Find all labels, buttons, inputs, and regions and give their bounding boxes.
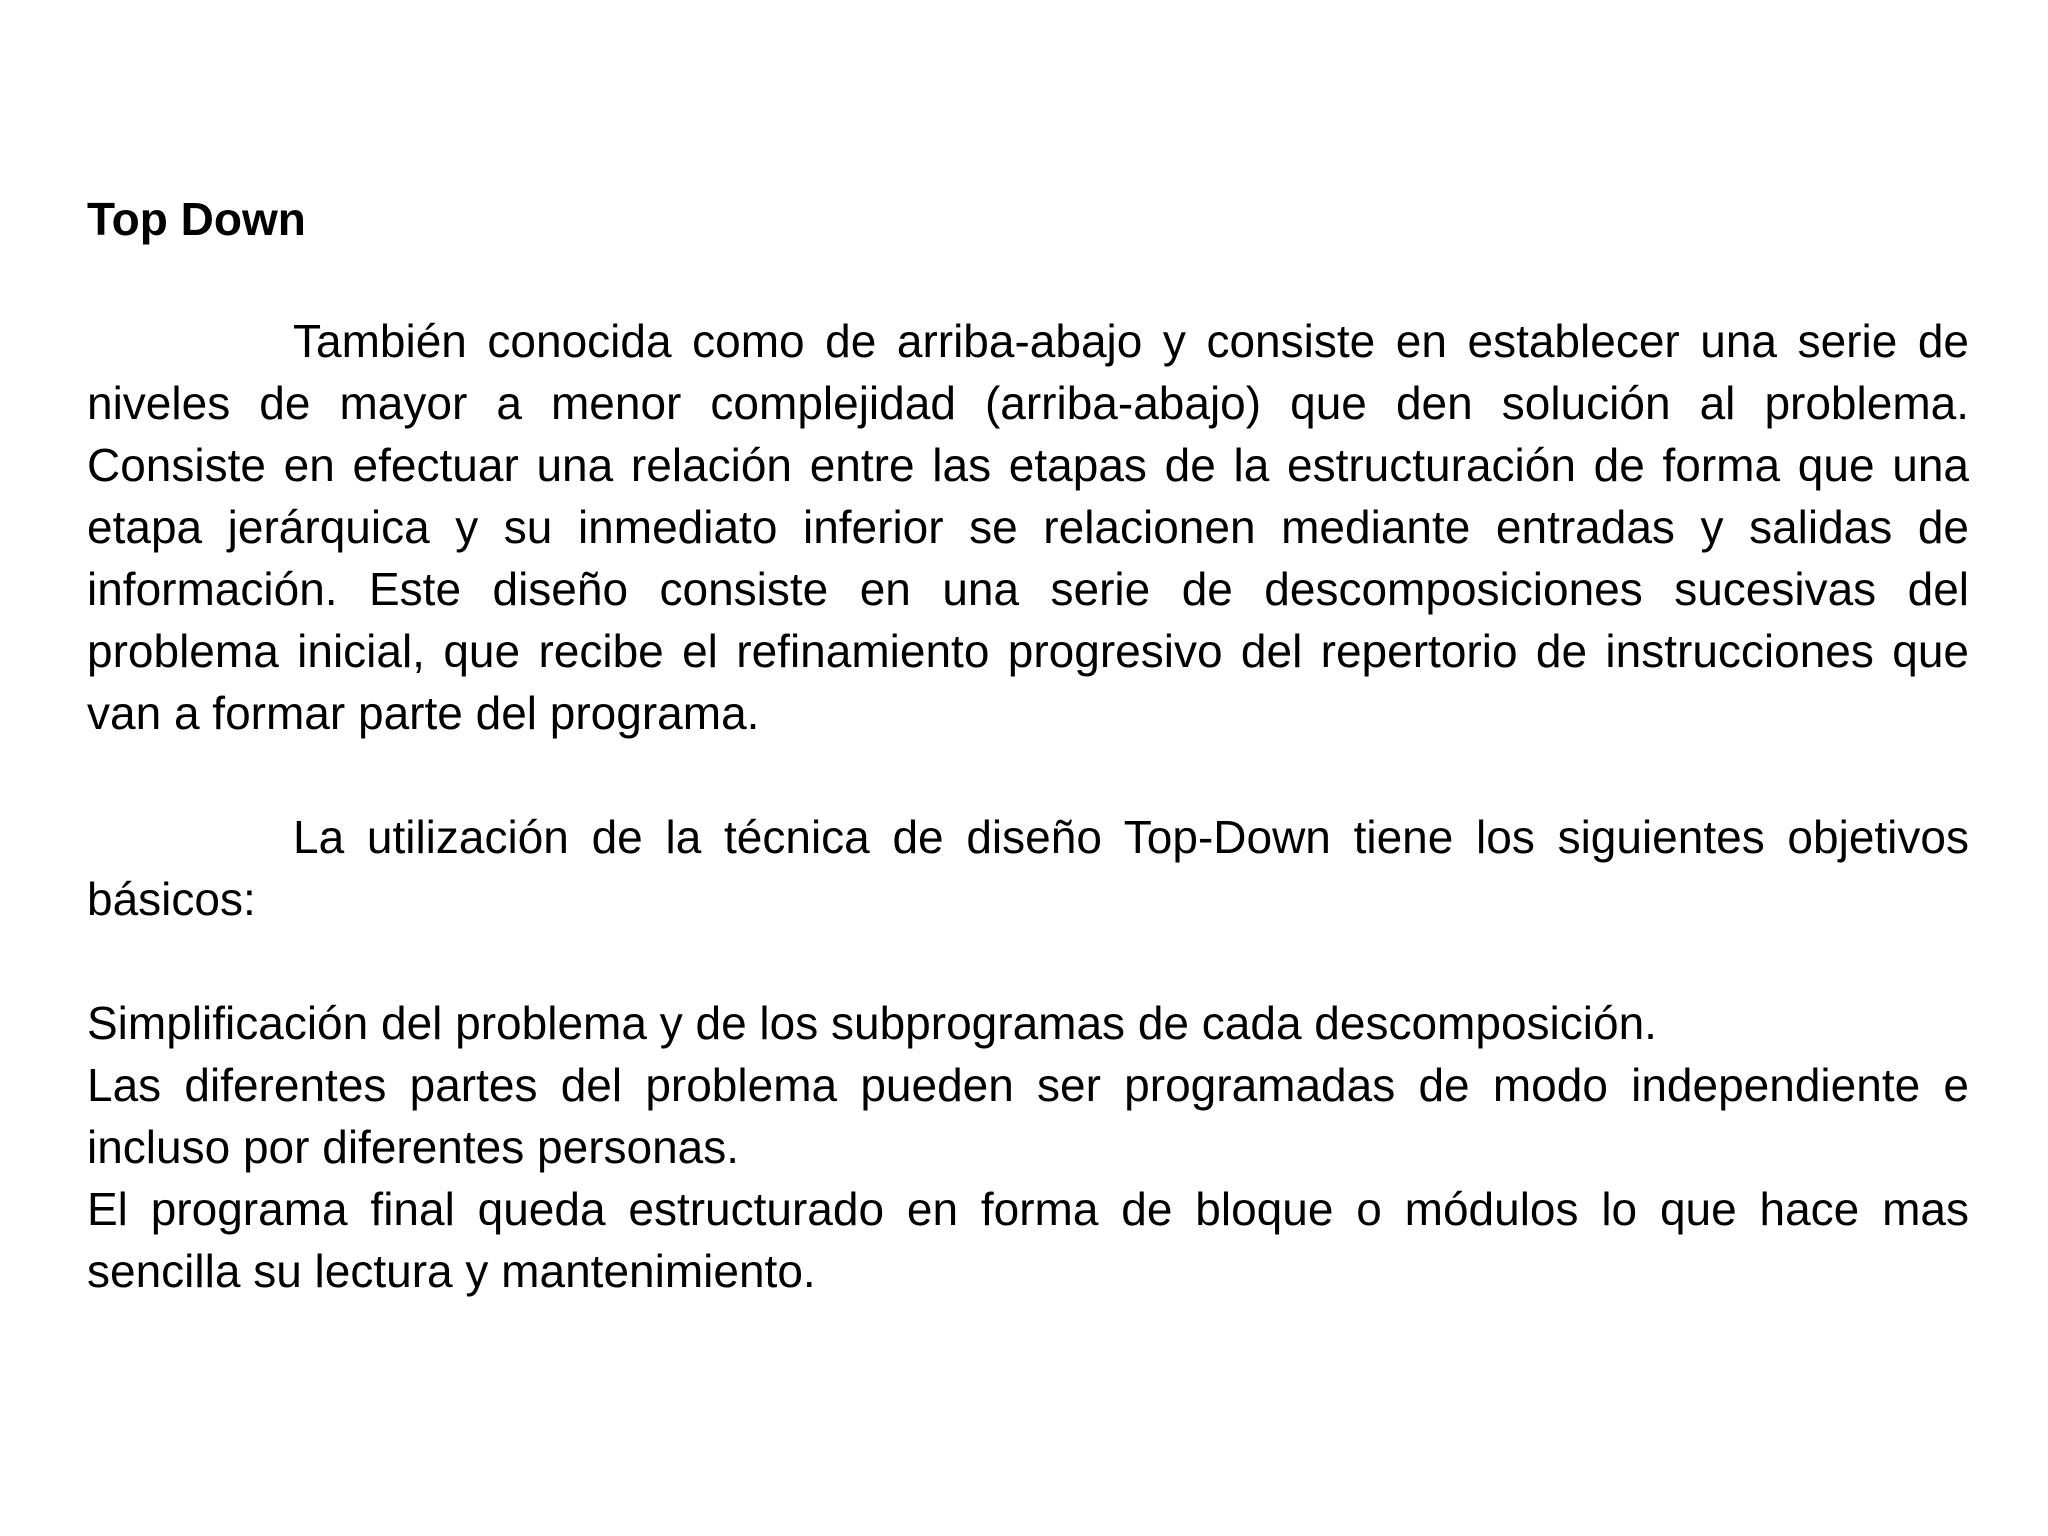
objective-item: Simplificación del problema y de los subprogramas de cada descomposición.: [87, 997, 1657, 1049]
objective-item: Las diferentes partes del problema pueden ser programadas de modo independiente e incluso por diferentes personas.: [87, 1059, 1969, 1173]
document-title: Top Down: [87, 193, 306, 245]
objectives-list: [87, 992, 1969, 1302]
document-page: [87, 188, 1969, 1302]
paragraph-objectives-intro: La utilización de la técnica de diseño Top-Down tiene los siguientes objetivos básicos:: [87, 811, 1969, 925]
objective-item: El programa final queda estructurado en forma de bloque o módulos lo que hace mas sencilla su lectura y mantenimiento.: [87, 1183, 1969, 1297]
paragraph-definition: También conocida como de arriba-abajo y consiste en establecer una serie de niveles de mayor a menor complejidad (arriba-abajo) que den solución al problema. Consiste en efectuar una relación entre las etapas de la estructuración de forma que una etapa jerárquica y su inmediato inferior se relacionen mediante entradas y salidas de información. Este diseño consiste en una serie de descomposiciones sucesivas del problema inicial, que recibe el refinamiento progresivo del repertorio de instrucciones que van a formar parte del programa.: [87, 315, 1969, 739]
